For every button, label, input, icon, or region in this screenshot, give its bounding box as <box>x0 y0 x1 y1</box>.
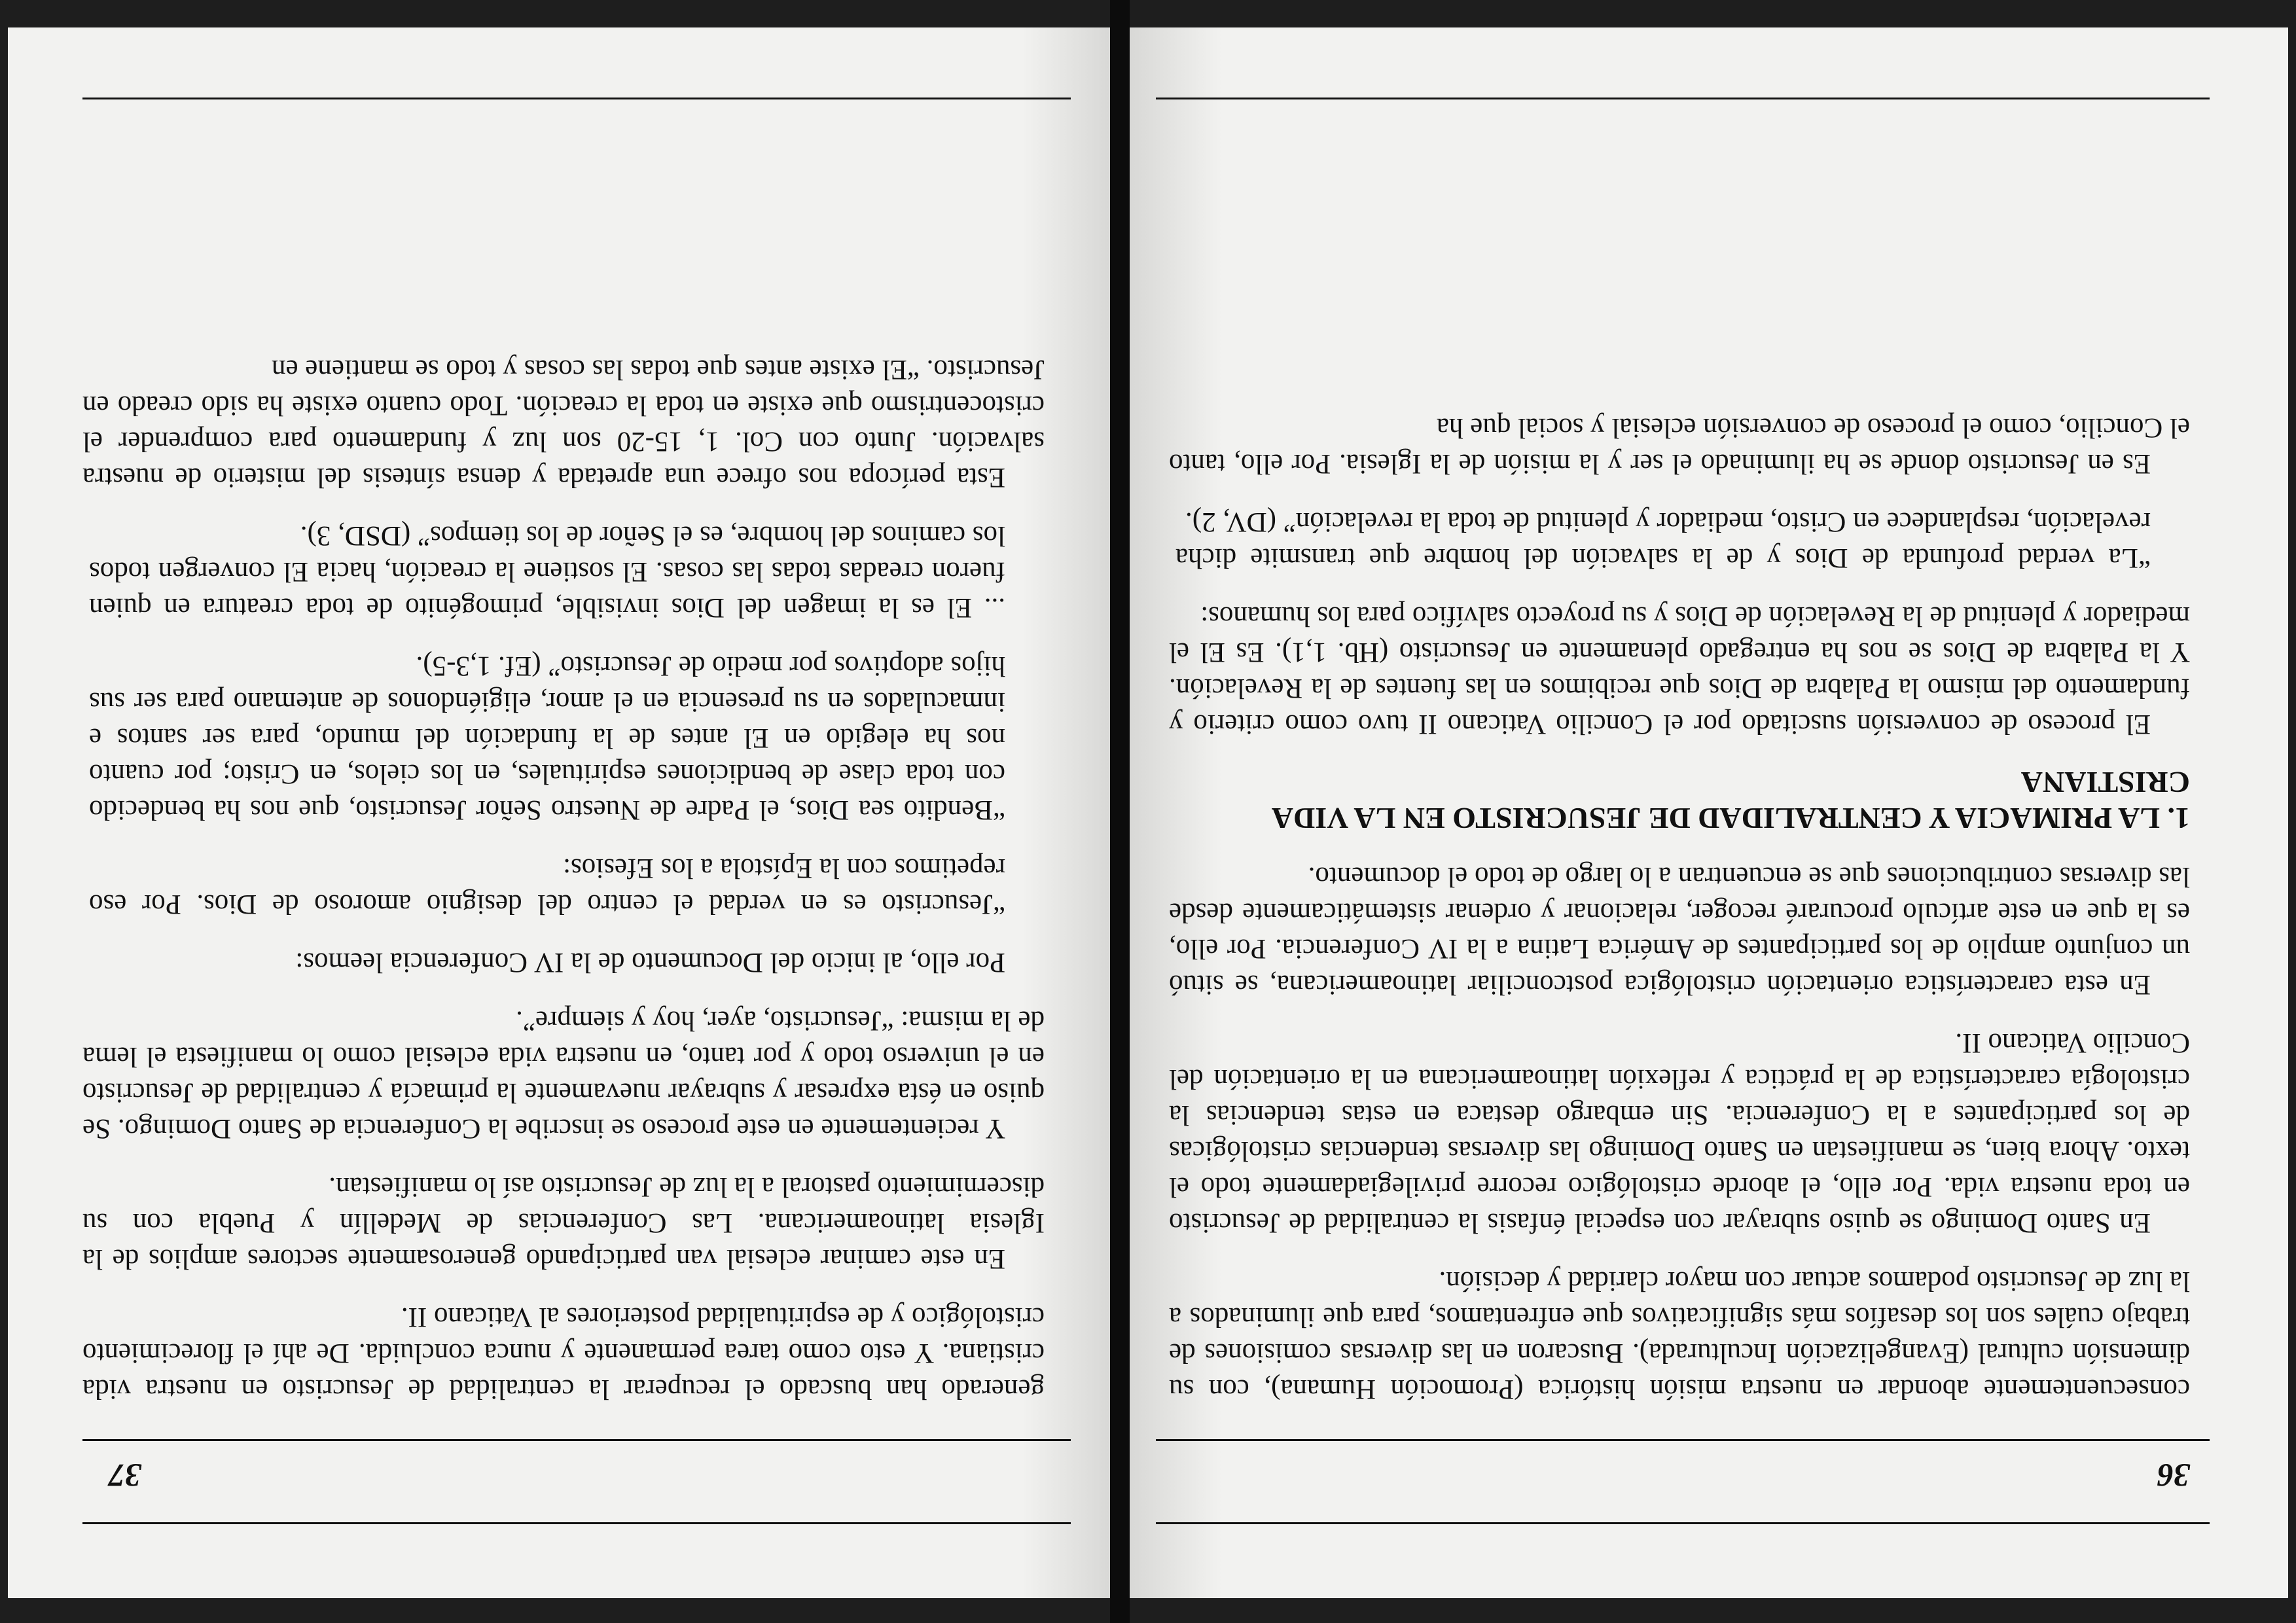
text-column <box>1169 387 2190 1407</box>
text-column <box>82 329 1045 1407</box>
header-rule-top <box>82 1522 1071 1524</box>
paragraph: Y recientemente en este proceso se inscribe la Conferencia de Santo Domingo. Se quiso en ésta expresar y subrayar nuevamente la primacía y centralidad de Jesucristo en el universo todo y por tanto, en nuestra vida eclesial como lo manifiesta el lema de la misma: “Jesucristo, ayer, hoy y siempre”. <box>82 1005 1045 1144</box>
page-number: 36 <box>2157 1457 2190 1494</box>
paragraph: El proceso de conversión suscitado por el Concilio Vaticano II tuvo como criterio y fundamento del mismo la Palabra de Dios que recibimos en las fuentes de la Revelación. Y la Palabra de Dios se nos ha entregado plenamente en Jesucristo (Hb. 1,1). Es El el mediador y plenitud de la Revelación de Dios y su proyecto salvífico para los humanos: <box>1169 601 2190 740</box>
paragraph: En este caminar eclesial van participando generosamente sectores amplios de la Iglesia latinoamericana. Las Conferencias de Medellín y Puebla con su discernimiento pastoral a la luz de Jesucristo así lo manifiestan. <box>82 1171 1045 1274</box>
header-rule-top <box>1156 1522 2210 1524</box>
section-heading: 1. LA PRIMACIA Y CENTRALIDAD DE JESUCRISTO EN LA VIDA CRISTIANA <box>1273 766 2190 835</box>
header-rule-bottom <box>82 1439 1071 1441</box>
footer-rule <box>1156 98 2210 99</box>
paragraph: En Santo Domingo se quiso subrayar con especial énfasis la centralidad de Jesucristo en toda nuestra vida. Por ello, el aborde cristológico recorre privilegiadamente todo el texto. Ahora bien, se manifiestan en Santo Domingo las diversas tendencias cristológicas de los participantes a la Conferencia. Sin embargo destaca en estas tendencias la cristología característica de la práctica y reflexión latinoamericana en la orientación del Concilio Vaticano II. <box>1169 1027 2190 1238</box>
paragraph: Esta perícopa nos ofrece una apretada y densa síntesis del misterio de nuestra salvación. Junto con Col. 1, 15-20 son luz y fundamento para comprender el cristocentrismo que existe en toda la creación. Todo cuanto existe ha sido creado en Jesucristo. “El existe antes que todas las cosas y todo se mantiene en <box>82 354 1045 493</box>
page-number: 37 <box>109 1457 141 1494</box>
block-quote: ... El es la imagen del Dios invisible, primogénito de toda creatura en quien fueron creadas todas las cosas. El sostiene la creación, hacia El convergen todos los caminos del hombre, es el Señor de los tiempos” (DSD, 3). <box>89 520 1005 623</box>
paragraph: En esta característica orientación cristológica postconciliar latinoamericana, se situó un conjunto amplio de los participantes de América Latina a la IV Conferencia. Por ello, es la que en este artículo procuraré recoger, relacionar y ordenar sistemáticamente desde las diversas contribuciones que se encuentran a lo largo de todo el documento. <box>1169 861 2190 1000</box>
paragraph: Es en Jesucristo donde se ha iluminado el ser y la misión de la Iglesia. Por ello, tanto el Concilio, como el proceso de conversión eclesial y social que ha <box>1169 412 2190 479</box>
block-quote: “Jesucristo es en verdad el centro del designio amoroso de Dios. Por eso repetimos con la Epístola a los Efesios: <box>89 853 1005 919</box>
book-spine <box>1110 0 1130 1623</box>
paragraph: Por ello, al inicio del Documento de la IV Conferencia leemos: <box>295 947 1005 978</box>
book-page-36 <box>1130 27 2288 1598</box>
block-quote: “La verdad profunda de Dios y de la salvación del hombre que transmite dicha revelación, resplandece en Cristo, mediador y plenitud de toda la revelación” (DV, 2). <box>1175 507 2151 573</box>
paragraph: consecuentemente abondar en nuestra misión histórica (Promoción Humana), con su dimensión cultural (Evangelización Inculturada). Buscaron en las diversas comisiones de trabajo cuáles son los desafíos más significativos que enfrentamos, para que iluminados a la luz de Jesucristo podamos actuar con mayor claridad y decisión. <box>1169 1266 2190 1404</box>
paragraph: generado han buscado el recuperar la centralidad de Jesucristo en nuestra vida cristiana. Y esto como tarea permanente y nunca concluida. De ahí el florecimiento cristológico y de espiritualidad posteriores al Vaticano II. <box>82 1302 1045 1404</box>
header-rule-bottom <box>1156 1439 2210 1441</box>
footer-rule <box>82 98 1071 99</box>
book-page-37 <box>8 27 1110 1598</box>
block-quote: “Bendito sea Dios, el Padre de Nuestro Señor Jesucristo, que nos ha bendecido con toda clase de bendiciones espirituales, en los cielos, en Cristo; por cuanto nos ha elegido en El antes de la fundación del mundo, para ser santos e inmaculados en su presencia en el amor, eligiéndonos de antemano para ser sus hijos adoptivos por medio de Jesucristo” (Ef. 1,3-5). <box>89 651 1005 825</box>
